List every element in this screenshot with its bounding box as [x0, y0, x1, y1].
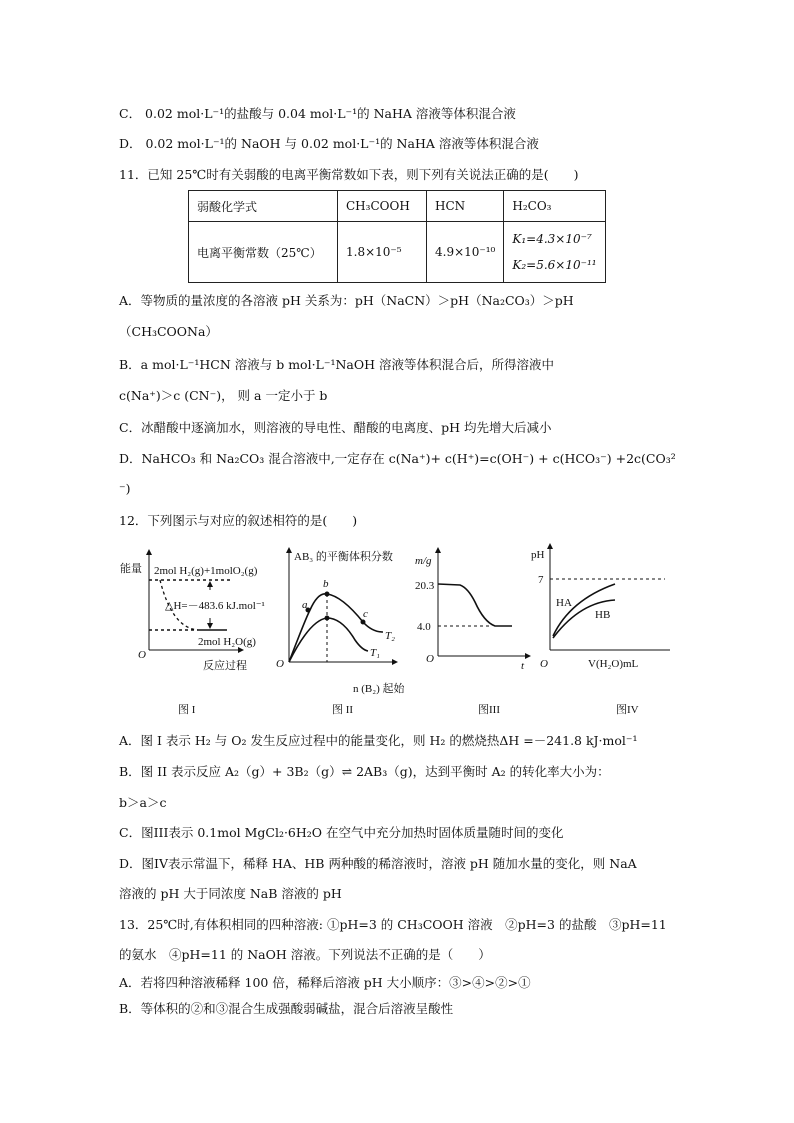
table-cell: 4.9×10⁻¹⁰: [427, 222, 504, 283]
table-row: [189, 222, 606, 283]
mass-curve: [438, 584, 512, 626]
fig2-label-b: b: [323, 578, 329, 590]
fig4-caption: 图IV: [616, 704, 639, 716]
point-c: [361, 620, 365, 624]
fig3-origin: O: [426, 653, 434, 665]
q12-option-d: D．图IV表示常温下，稀释 HA、HB 两种酸的稀溶液时，溶液 pH 随加水量的变化，则 NaA: [119, 856, 637, 871]
fig4-value-7: 7: [538, 574, 544, 586]
table-header: 弱酸化学式: [189, 191, 338, 222]
fig3-xlabel: t: [521, 660, 525, 672]
q13-stem: 13．25℃时,有体积相同的四种溶液: ①pH=3 的 CH₃COOH 溶液 ②pH=3 的盐酸 ③pH=11: [119, 917, 667, 932]
fig1-origin: O: [138, 649, 146, 661]
table-cell: [504, 222, 606, 283]
q13-option-a: A．若将四种溶液稀释 100 倍，稀释后溶液 pH 大小顺序：③>④>②>①: [119, 975, 531, 990]
fig1-caption: 图 I: [178, 704, 196, 716]
table-header: CH₃COOH: [338, 191, 427, 222]
q10-option-c: C． 0.02 mol·L⁻¹的盐酸与 0.04 mol·L⁻¹的 NaHA 溶液等体积混合液: [119, 106, 516, 121]
q11-option-b-cont: c(Na⁺)＞c (CN⁻)， 则 a 一定小于 b: [119, 388, 328, 403]
q12-option-c: C．图III表示 0.1mol MgCl₂·6H₂O 在空气中充分加热时固体质量随时间的变化: [119, 825, 564, 840]
q11-option-d: D．NaHCO₃ 和 Na₂CO₃ 混合溶液中,一定存在 c(Na⁺)+ c(H⁺)=c(OH⁻) + c(HCO₃⁻) +2c(CO₃²: [119, 451, 676, 466]
acid-constants-table: [188, 190, 606, 283]
point-peak-t1: [325, 616, 329, 620]
q13-stem-cont: 的氨水 ④pH=11 的 NaOH 溶液。下列说法不正确的是（ ）: [119, 947, 491, 962]
q11-option-a: A．等物质的量浓度的各溶液 pH 关系为：pH（NaCN）＞pH（Na₂CO₃）＞pH: [119, 293, 574, 308]
fig2-xlabel: n (B₂) 起始: [353, 683, 405, 695]
fig4-ylabel: pH: [531, 549, 545, 561]
fig2-label-c: c: [363, 608, 368, 620]
fig4-xlabel: V(H₂O)mL: [588, 658, 639, 670]
h2co3-k1: K₁=4.3×10⁻⁷: [512, 232, 592, 246]
fig4-origin: O: [540, 658, 548, 670]
table-row-label: 电离平衡常数（25℃）: [189, 222, 338, 283]
fig1-xlabel: 反应过程: [203, 660, 247, 672]
fig4-label-ha: HA: [556, 597, 572, 609]
q12-option-d-cont: 溶液的 pH 大于同浓度 NaB 溶液的 pH: [119, 886, 342, 901]
fig2-label-a: a: [302, 599, 308, 611]
fig3-caption: 图III: [478, 704, 500, 716]
fig1-bottom-label: 2mol H₂O(g): [198, 636, 256, 648]
q11-stem: 11．已知 25℃时有关弱酸的电离平衡常数如下表，则下列有关说法正确的是( ): [119, 167, 579, 182]
figure-3: [438, 548, 530, 656]
q12-option-b: B．图 II 表示反应 A₂（g）+ 3B₂（g）⇌ 2AB₃（g)，达到平衡时 A₂ 的转化率大小为：: [119, 764, 610, 779]
fig2-ylabel: AB₃ 的平衡体积分数: [294, 551, 393, 563]
table-header: HCN: [427, 191, 504, 222]
fig2-origin: O: [276, 658, 284, 670]
table-header: H₂CO₃: [504, 191, 606, 222]
q12-option-b-cont: b＞a＞c: [119, 795, 167, 810]
fig3-ylabel: m/g: [415, 555, 432, 567]
fig1-ylabel: 能量: [120, 563, 142, 575]
q11-option-c: C．冰醋酸中逐滴加水，则溶液的导电性、醋酸的电离度、pH 均先增大后减小: [119, 420, 552, 435]
table-cell: 1.8×10⁻⁵: [338, 222, 427, 283]
fig2-label-t1: T₁: [370, 647, 380, 659]
h2co3-k2: K₂=5.6×10⁻¹¹: [512, 258, 597, 272]
fig4-label-hb: HB: [595, 609, 611, 621]
q11-option-a-cont: （CH₃COONa）: [119, 324, 218, 339]
q12-figures: [110, 540, 670, 720]
fig3-value-4-0: 4.0: [417, 621, 431, 633]
fig1-dh-label: △H=－483.6 kJ.mol⁻¹: [165, 600, 265, 612]
q13-option-b: B．等体积的②和③混合生成强酸弱碱盐，混合后溶液呈酸性: [119, 1001, 454, 1016]
q12-option-a: A．图 I 表示 H₂ 与 O₂ 发生反应过程中的能量变化，则 H₂ 的燃烧热ΔH =－241.8 kJ·mol⁻¹: [119, 733, 638, 748]
fig3-value-20-3: 20.3: [415, 580, 435, 592]
table-row: [189, 191, 606, 222]
curve-t1: [289, 618, 368, 662]
fig1-top-label: 2mol H₂(g)+1molO₂(g): [154, 565, 258, 577]
fig2-label-t2: T₂: [385, 630, 395, 642]
fig2-caption: 图 II: [332, 704, 354, 716]
q12-stem: 12．下列图示与对应的叙述相符的是( ): [119, 513, 358, 528]
q10-option-d: D． 0.02 mol·L⁻¹的 NaOH 与 0.02 mol·L⁻¹的 NaHA 溶液等体积混合液: [119, 136, 539, 151]
q11-option-b: B．a mol·L⁻¹HCN 溶液与 b mol·L⁻¹NaOH 溶液等体积混合后，所得溶液中: [119, 357, 554, 372]
point-b: [325, 592, 329, 596]
q11-option-d-cont: ⁻): [119, 481, 131, 496]
